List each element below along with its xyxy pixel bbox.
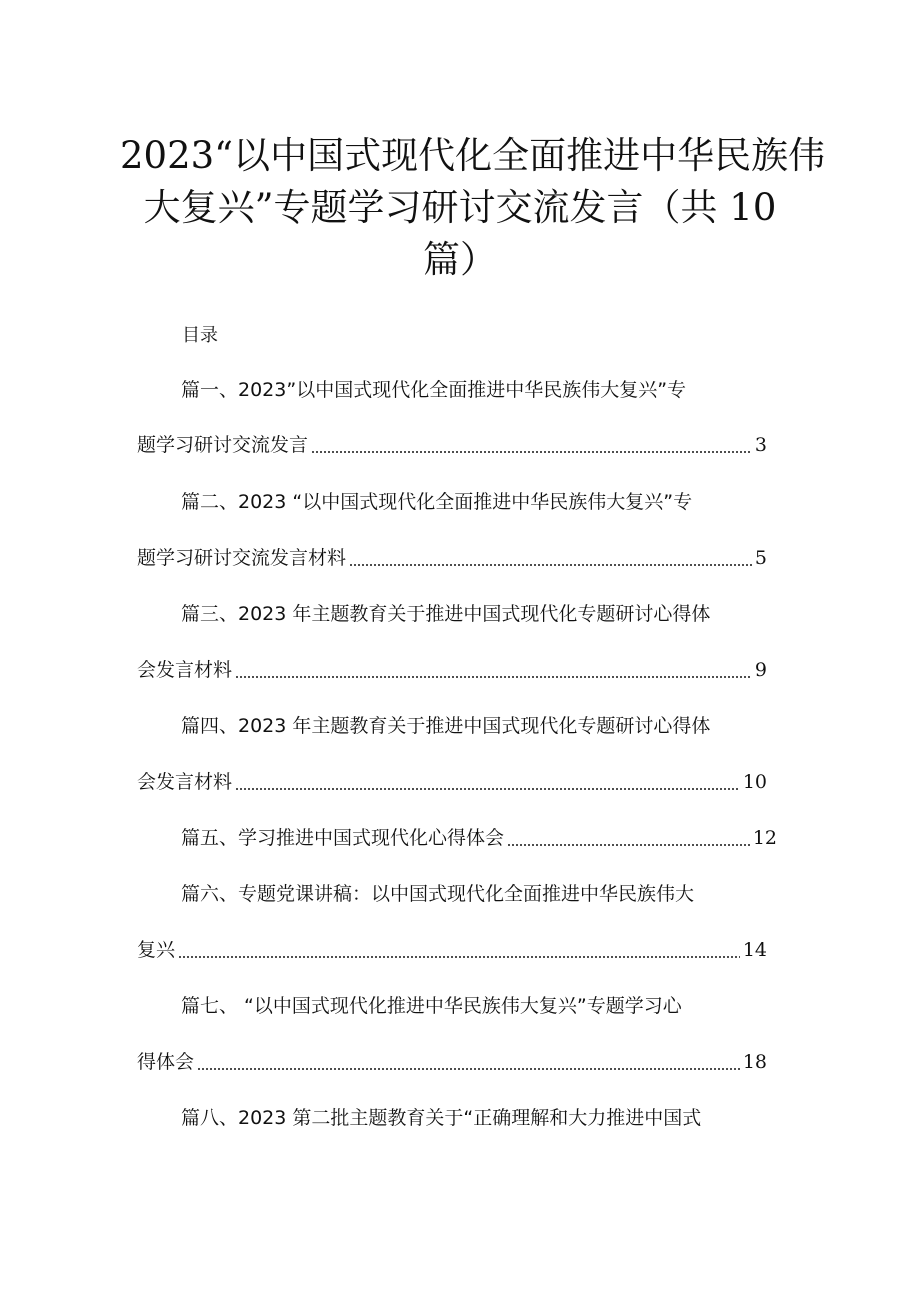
toc-entry-line1[interactable]: 篇六、专题党课讲稿：以中国式现代化全面推进中华民族伟大 [181, 883, 695, 905]
toc-entry-leader[interactable] [137, 936, 767, 964]
toc-entry-line2: 题学习研讨交流发言 [137, 434, 309, 456]
document-title [120, 130, 826, 286]
toc-page-number: 12 [752, 827, 777, 849]
title-line: 2023“以中国式现代化全面推进中华民族伟 [120, 134, 826, 177]
toc-entry-leader[interactable] [137, 768, 767, 796]
toc-entry-leader[interactable] [137, 544, 767, 572]
toc-entry-line1[interactable]: 篇三、2023 年主题教育关于推进中国式现代化专题研讨心得体 [181, 603, 711, 625]
dot-leader [235, 676, 752, 678]
toc-entry-line1[interactable]: 篇八、2023 第二批主题教育关于“正确理解和大力推进中国式 [181, 1107, 702, 1129]
toc-entry-leader[interactable] [137, 431, 767, 459]
toc-entry-line1[interactable]: 篇四、2023 年主题教育关于推进中国式现代化专题研讨心得体 [181, 715, 711, 737]
toc-entry-line2: 得体会 [137, 1051, 195, 1073]
toc-entry-leader[interactable] [137, 656, 767, 684]
toc-entry-leader[interactable] [137, 1048, 767, 1076]
dot-leader [178, 956, 740, 958]
toc-page-number: 10 [742, 771, 767, 793]
toc-entry-line2: 复兴 [137, 939, 176, 961]
toc-entry-line1[interactable]: 篇七、 “以中国式现代化推进中华民族伟大复兴”专题学习心 [181, 995, 682, 1017]
toc-heading: 目录 [182, 325, 218, 346]
toc-entry-line1[interactable]: 篇一、2023”以中国式现代化全面推进中华民族伟大复兴”专 [181, 379, 687, 401]
dot-leader [235, 788, 740, 790]
toc-page-number: 3 [754, 434, 767, 456]
toc-page-number: 18 [742, 1051, 767, 1073]
toc-entry-leader[interactable] [181, 824, 777, 852]
toc-entry-line2: 会发言材料 [137, 659, 233, 681]
toc-entry-line1: 篇五、学习推进中国式现代化心得体会 [181, 827, 505, 849]
dot-leader [311, 451, 752, 453]
toc-page-number: 9 [754, 659, 767, 681]
title-line: 篇） [423, 238, 497, 281]
toc-entry-line1[interactable]: 篇二、2023 “以中国式现代化全面推进中华民族伟大复兴”专 [181, 491, 693, 513]
dot-leader [507, 844, 750, 846]
toc-page-number: 14 [742, 939, 767, 961]
title-line: 大复兴”专题学习研讨交流发言（共 10 [143, 186, 777, 229]
toc-entry-line2: 会发言材料 [137, 771, 233, 793]
toc-page-number: 5 [754, 547, 767, 569]
dot-leader [197, 1068, 740, 1070]
dot-leader [349, 564, 752, 566]
toc-entry-line2: 题学习研讨交流发言材料 [137, 547, 347, 569]
